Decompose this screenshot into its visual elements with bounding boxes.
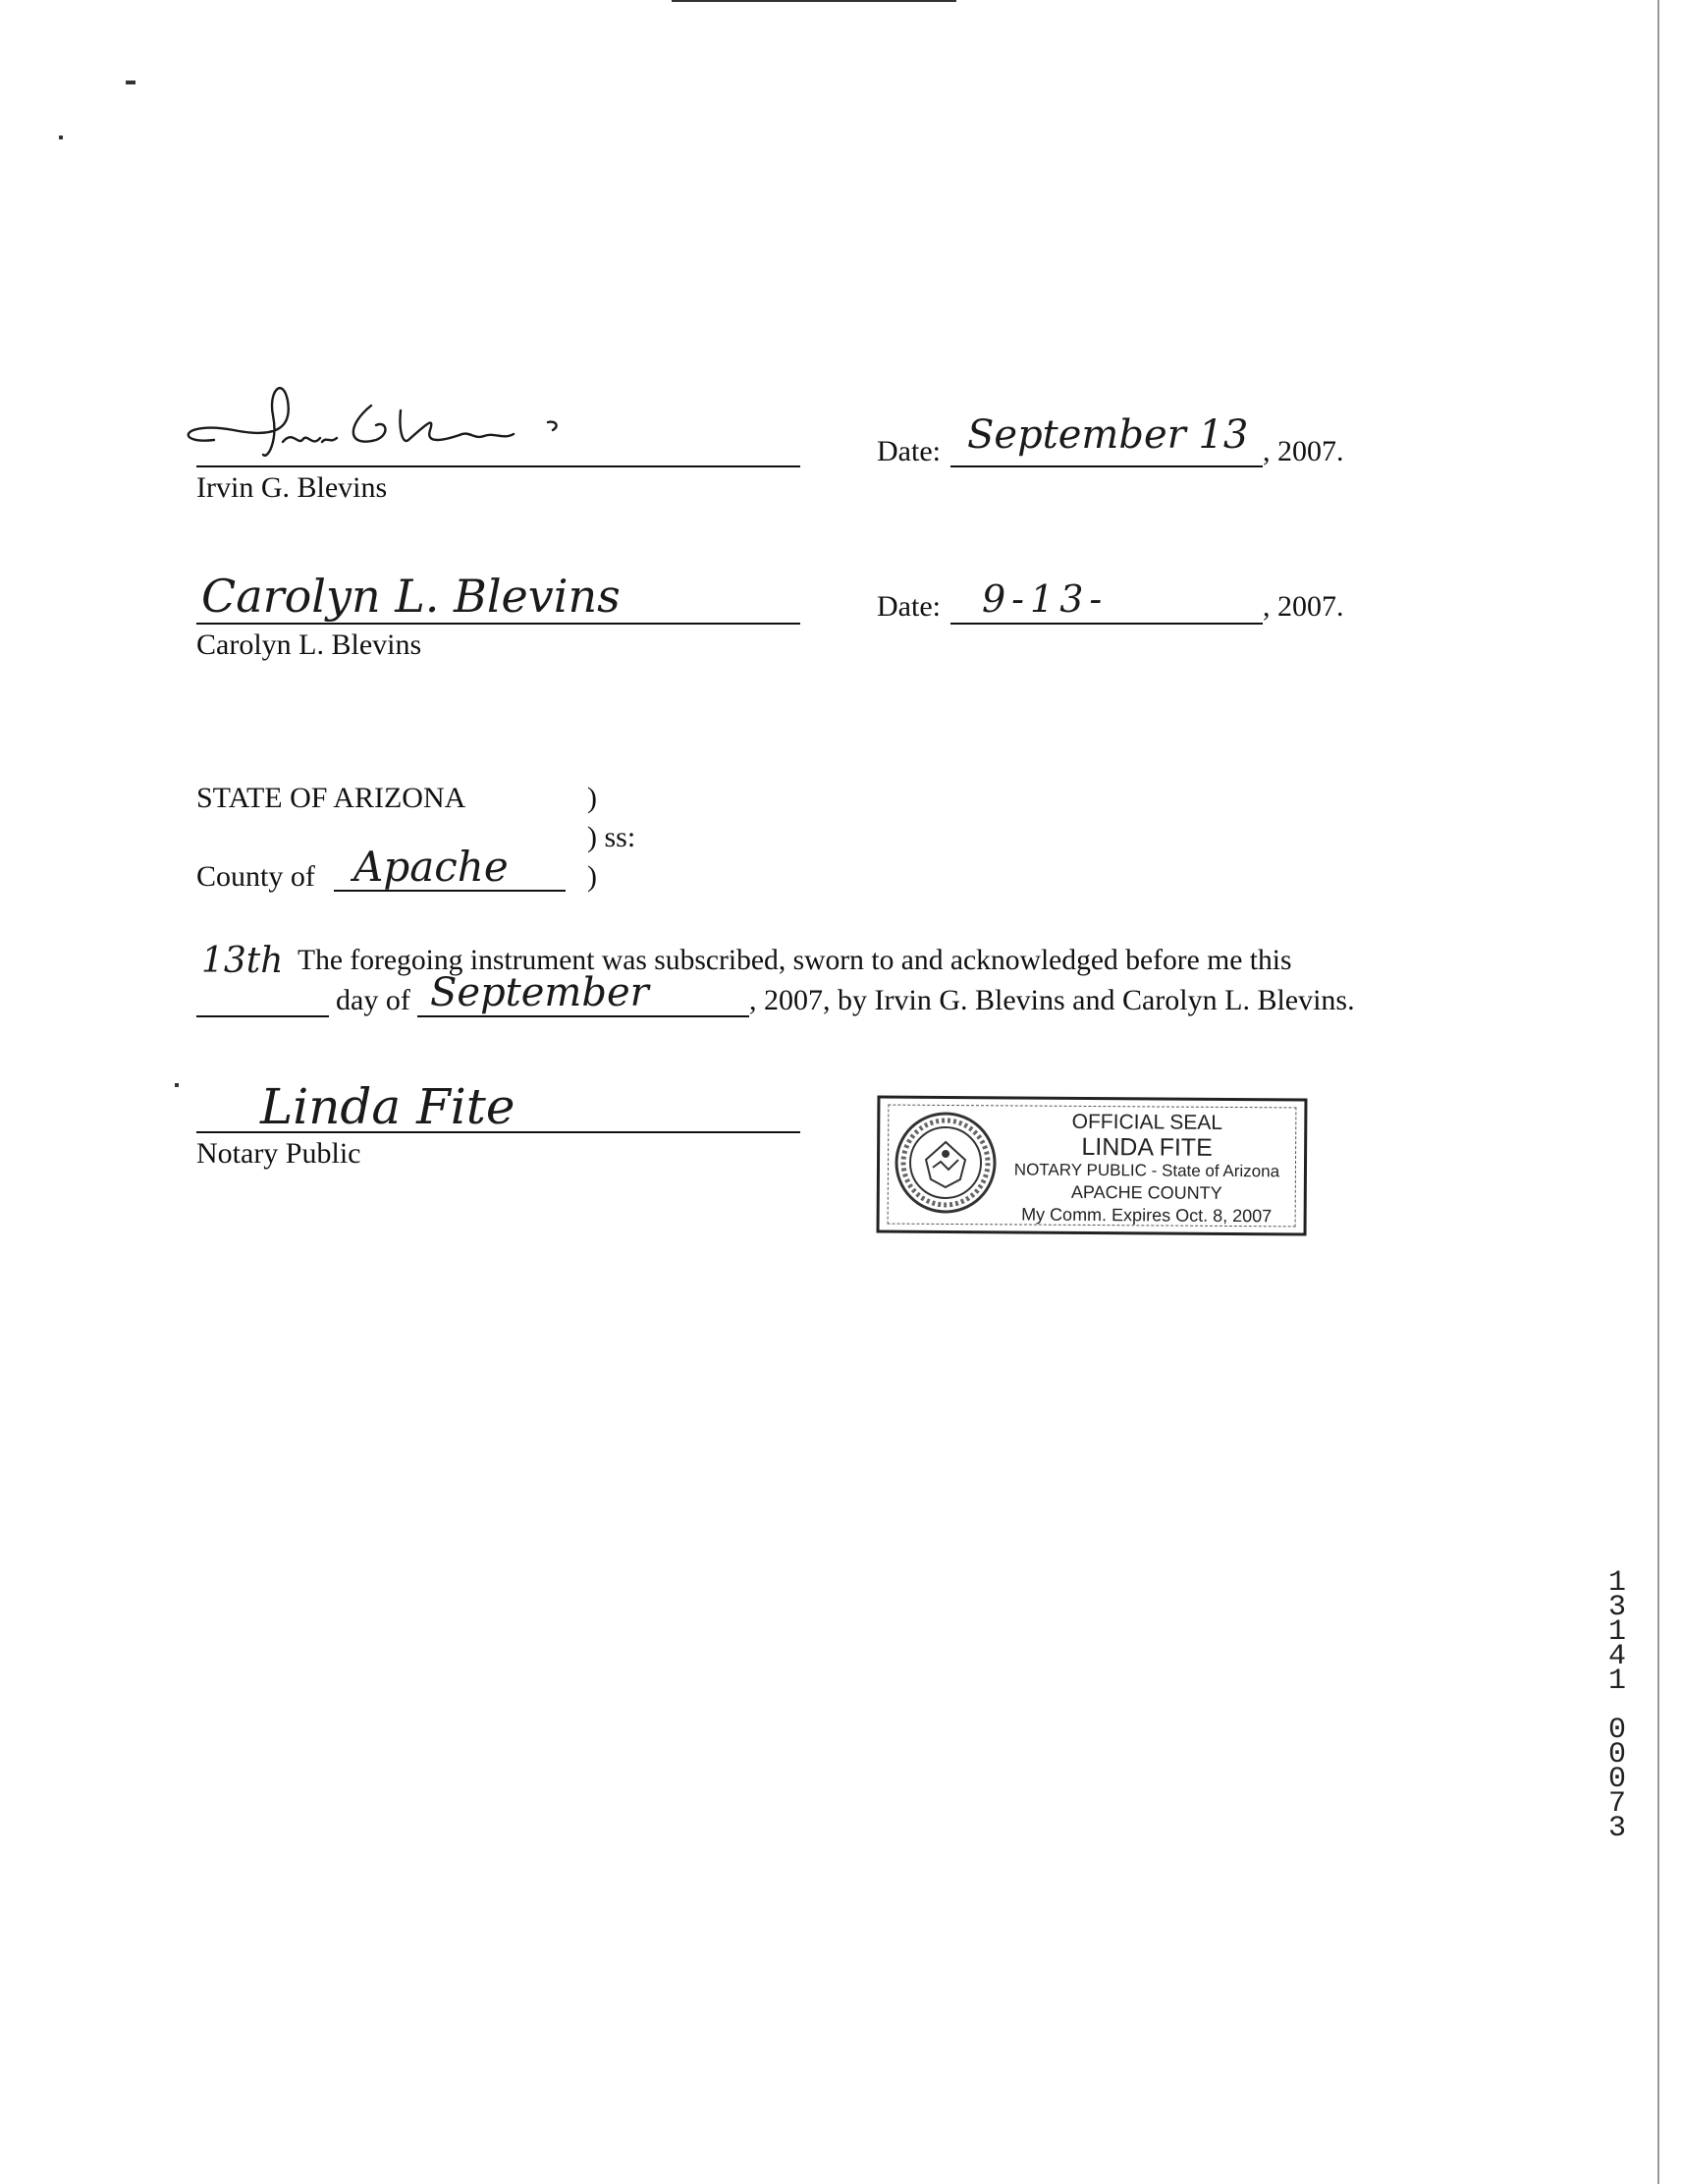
notary-label: Notary Public <box>196 1137 361 1170</box>
batch-digit: 3 <box>1607 1591 1626 1624</box>
signer-name-carolyn: Carolyn L. Blevins <box>196 628 422 661</box>
seal-title: OFFICIAL SEAL <box>1071 1110 1223 1134</box>
date-line-carolyn <box>950 623 1263 625</box>
official-seal-stamp <box>877 1095 1308 1235</box>
acknowledgment-line-1: The foregoing instrument was subscribed, sworn to and acknowledged before me this <box>298 945 1292 976</box>
batch-digit: 0 <box>1607 1714 1626 1747</box>
county-handwritten: Apache <box>353 843 509 891</box>
batch-digit: 4 <box>1607 1640 1626 1673</box>
month-line <box>417 1015 749 1017</box>
date-label-irvin: Date: <box>877 435 941 467</box>
signature-irvin-drawing <box>175 371 587 469</box>
top-edge-rule <box>672 0 956 2</box>
signer-name-irvin: Irvin G. Blevins <box>196 471 388 504</box>
acknowledgment-line-2: , 2007, by Irvin G. Blevins and Carolyn L. Blevins. <box>749 984 1355 1016</box>
scan-speck <box>126 81 136 84</box>
seal-commission-expires: My Comm. Expires Oct. 8, 2007 <box>1021 1204 1273 1227</box>
seal-notary-name: LINDA FITE <box>1081 1132 1213 1162</box>
venue-paren-1: ) <box>587 782 597 814</box>
seal-notary-public: NOTARY PUBLIC - State of Arizona <box>1013 1160 1280 1181</box>
batch-number <box>1600 1566 1634 1845</box>
seal-county: APACHE COUNTY <box>1070 1181 1222 1203</box>
scan-speck <box>175 1083 179 1087</box>
venue-ss: ) ss: <box>587 821 636 853</box>
signature-carolyn: Carolyn L. Blevins <box>201 570 621 623</box>
batch-digit: 0 <box>1607 1738 1626 1772</box>
date-year-irvin: , 2007. <box>1263 435 1344 467</box>
notary-signature-line <box>196 1131 800 1133</box>
batch-digit: 7 <box>1607 1787 1626 1821</box>
date-handwritten-carolyn: 9-13- <box>982 577 1109 621</box>
day-line <box>196 1015 329 1017</box>
date-year-carolyn: , 2007. <box>1263 590 1344 623</box>
right-edge-rule <box>1657 0 1659 2184</box>
scan-speck <box>59 136 63 139</box>
batch-digit: 1 <box>1607 1566 1626 1600</box>
day-of-label: day of <box>336 984 410 1016</box>
state-seal-icon <box>892 1109 1001 1218</box>
day-handwritten: 13th <box>201 941 284 981</box>
signature-line-carolyn <box>196 623 800 625</box>
stamp-text-block <box>1000 1109 1295 1228</box>
month-handwritten: September <box>430 970 649 1015</box>
batch-digit: 0 <box>1607 1763 1626 1796</box>
venue-state: STATE OF ARIZONA <box>196 782 466 814</box>
signature-irvin <box>175 371 587 469</box>
venue-county-label: County of <box>196 860 315 893</box>
notary-signature: Linda Fite <box>260 1078 515 1135</box>
date-handwritten-irvin: September 13 <box>967 412 1249 458</box>
venue-paren-3: ) <box>587 860 597 893</box>
date-line-irvin <box>950 465 1263 467</box>
batch-digit: 1 <box>1607 1665 1626 1698</box>
date-label-carolyn: Date: <box>877 590 941 623</box>
signature-line-irvin <box>196 465 800 467</box>
batch-digit: 1 <box>1607 1615 1626 1649</box>
batch-digit: 3 <box>1607 1812 1626 1845</box>
